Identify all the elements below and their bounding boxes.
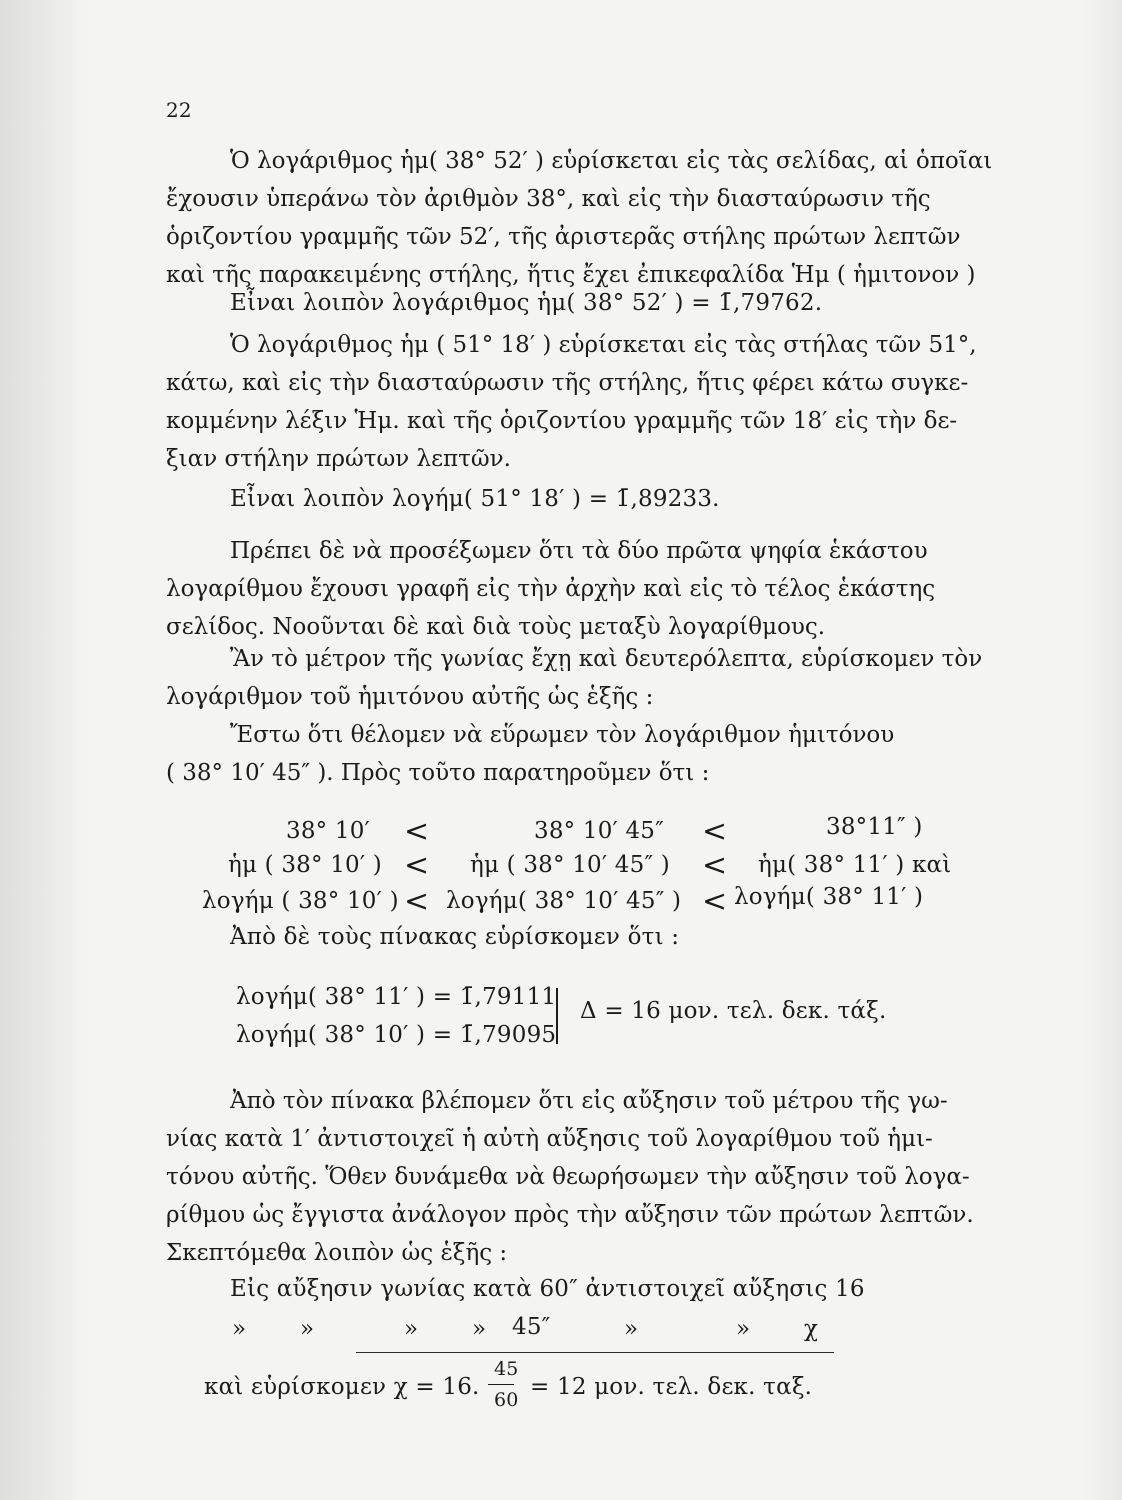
text-line: Πρέπει δὲ νὰ προσέξωμεν ὅτι τὰ δύο πρῶτα ψηφία ἑκάστου [230, 538, 928, 564]
paragraph-5 [166, 716, 966, 792]
less-than-sign: < [404, 848, 430, 883]
text-line: καὶ τῆς παρακειμένης στήλης, ἥτις ἔχει ἐπικεφαλίδα Ἡμ ( ἡμιτονον ) [166, 262, 976, 288]
text-line: κάτω, καὶ εἰς τὴν διασταύρωσιν τῆς στήλης, ἥτις φέρει κάτω συγκε- [166, 370, 969, 396]
text-line: Ἔστω ὅτι θέλομεν νὰ εὕρωμεν τὸν λογάριθμον ἡμιτόνου [230, 722, 895, 748]
tables-intro: Ἀπὸ δὲ τοὺς πίνακας εὑρίσκομεν ὅτι : [230, 924, 680, 950]
delta-result: Δ = 16 μον. τελ. δεκ. τάξ. [580, 998, 887, 1024]
ineq-r3-mid: λογήμ( 38° 10′ 45″ ) [446, 888, 682, 914]
ineq-r2-right: ἡμ( 38° 11′ ) καὶ [758, 852, 952, 878]
paragraph-1 [166, 142, 993, 294]
variable-chi: χ [804, 1316, 819, 1342]
final-suffix: = 12 μον. τελ. δεκ. ταξ. [530, 1374, 813, 1400]
text-line: Ὁ λογάριθμος ἡμ( 38° 52′ ) εὑρίσκεται εἰς τὰς σελίδας, αἱ ὁποῖαι [230, 148, 993, 174]
ditto-mark: » [300, 1316, 315, 1342]
paragraph-3 [166, 532, 966, 646]
less-than-sign: < [702, 814, 728, 849]
text-line: λογάριθμον τοῦ ἡμιτόνου αὐτῆς ὡς ἑξῆς : [166, 684, 654, 710]
horizontal-rule [356, 1352, 834, 1353]
less-than-sign: < [702, 848, 728, 883]
ineq-r3-left: λογήμ ( 38° 10′ ) [202, 888, 399, 914]
final-prefix: καὶ εὑρίσκομεν χ = 16. [204, 1374, 480, 1400]
text-line: λογαρίθμου ἔχουσι γραφῆ εἰς τὴν ἀρχὴν καὶ εἰς τὸ τέλος ἑκάστης [166, 576, 936, 602]
fraction-bar [488, 1384, 514, 1385]
text-line: νίας κατὰ 1′ ἀντιστοιχεῖ ἡ αὐτὴ αὔξησις τοῦ λογαρίθμου τοῦ ἡμι- [166, 1126, 933, 1152]
log-line-1: λογήμ( 38° 11′ ) = 1̄,79111 [236, 984, 557, 1010]
ineq-r1-left: 38° 10′ [286, 818, 370, 844]
text-line: Ὁ λογάριθμος ἡμ ( 51° 18′ ) εὑρίσκεται εἰς τὰς στήλας τῶν 51°, [230, 332, 977, 358]
text-line: ξιαν στήλην πρώτων λεπτῶν. [166, 446, 511, 472]
fraction-numerator: 45 [494, 1358, 519, 1380]
brace [556, 988, 568, 1044]
text-line: Ἂν τὸ μέτρον τῆς γωνίας ἔχῃ καὶ δευτερόλεπτα, εὑρίσκομεν τὸν [230, 646, 983, 672]
log-line-2: λογήμ( 38° 10′ ) = 1̄,79095 [236, 1022, 557, 1048]
paragraph-4 [166, 640, 983, 716]
page-number: 22 [166, 98, 192, 122]
ineq-r2-mid: ἡμ ( 38° 10′ 45″ ) [470, 852, 670, 878]
less-than-sign: < [404, 814, 430, 849]
text-line: ( 38° 10′ 45″ ). Πρὸς τοῦτο παρατηροῦμεν ὅτι : [166, 760, 710, 786]
text-line: ἔχουσιν ὑπεράνω τὸν ἀριθμὸν 38°, καὶ εἰς τὴν διασταύρωσιν τῆς [166, 186, 931, 212]
ditto-mark: » [736, 1316, 751, 1342]
text-line: κομμένην λέξιν Ἡμ. καὶ τῆς ὁριζοντίου γραμμῆς τῶν 18′ εἰς τὴν δε- [166, 408, 958, 434]
less-than-sign: < [404, 884, 430, 919]
fraction-denominator: 60 [494, 1389, 519, 1411]
paragraph-6 [166, 1082, 974, 1272]
ineq-r3-right: λογήμ( 38° 11′ ) [734, 884, 924, 910]
ineq-r1-mid: 38° 10′ 45″ [534, 818, 664, 844]
ditto-mark: » [404, 1316, 419, 1342]
ditto-mark: » [472, 1316, 487, 1342]
ineq-r2-left: ἡμ ( 38° 10′ ) [228, 852, 382, 878]
text-line: Ἀπὸ τὸν πίνακα βλέπομεν ὅτι εἰς αὔξησιν τοῦ μέτρου τῆς γω- [230, 1088, 948, 1114]
paragraph-2 [166, 326, 977, 478]
proportion-line-1: Εἰς αὔξησιν γωνίας κατὰ 60″ ἀντιστοιχεῖ αὔξησις 16 [230, 1276, 865, 1302]
text-line: Σκεπτόμεθα λοιπὸν ὡς ἑξῆς : [166, 1240, 508, 1266]
less-than-sign: < [702, 884, 728, 919]
result-line-2: Εἶναι λοιπὸν λογήμ( 51° 18′ ) = 1̄,89233. [230, 486, 720, 512]
text-line: ὁριζοντίου γραμμῆς τῶν 52′, τῆς ἀριστερᾶς στήλης πρώτων λεπτῶν [166, 224, 961, 250]
ditto-mark: » [232, 1316, 247, 1342]
text-line: σελίδος. Νοοῦνται δὲ καὶ διὰ τοὺς μεταξὺ λογαρίθμους. [166, 614, 826, 640]
text-line: ρίθμου ὡς ἔγγιστα ἀνάλογον πρὸς τὴν αὔξησιν τῶν πρώτων λεπτῶν. [166, 1202, 974, 1228]
ditto-mark: » [624, 1316, 639, 1342]
text-line: τόνου αὐτῆς. Ὅθεν δυνάμεθα νὰ θεωρήσωμεν τὴν αὔξησιν τοῦ λογα- [166, 1164, 970, 1190]
result-line-1: Εἶναι λοιπὸν λογάριθμος ἡμ( 38° 52′ ) = 1̄,79762. [230, 290, 823, 316]
value-45-seconds: 45″ [512, 1314, 551, 1340]
ineq-r1-right: 38°11″ ) [826, 814, 923, 840]
